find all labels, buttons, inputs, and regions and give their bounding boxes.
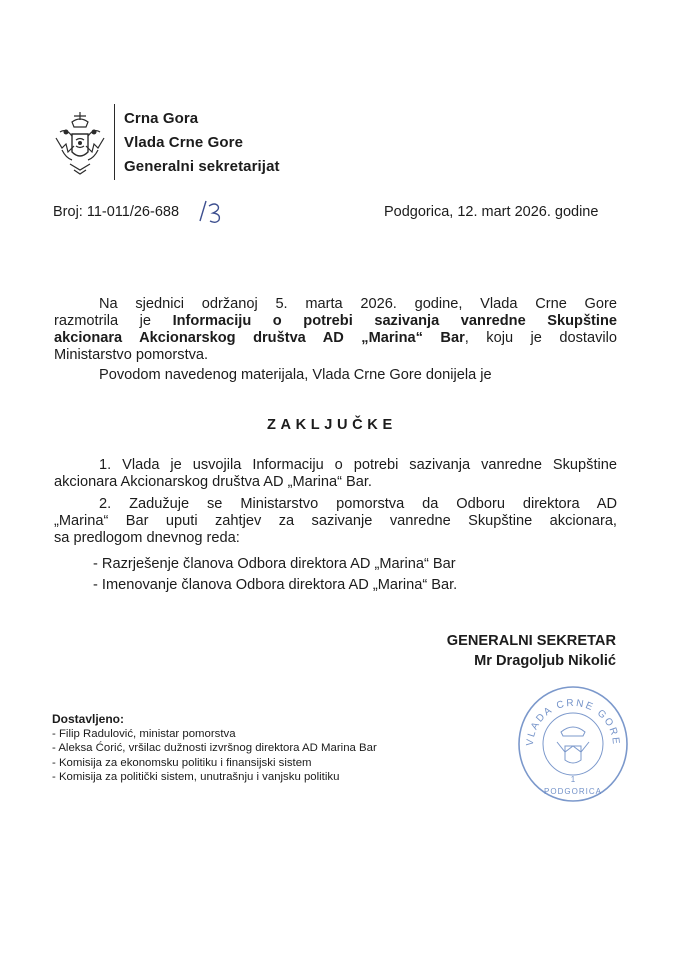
distribution-heading: Dostavljeno: — [52, 712, 125, 726]
header-government: Vlada Crne Gore — [124, 134, 244, 151]
distribution-item: - Aleksa Ćorić, vršilac dužnosti izvršnog direktora AD Marina Bar — [52, 742, 377, 755]
coat-of-arms-icon — [52, 110, 108, 178]
signature-name: Mr Dragoljub Nikolić — [474, 653, 616, 669]
signature-title: GENERALNI SEKRETAR — [446, 633, 616, 649]
agenda-item-1: - Razrješenje članova Odbora direktora AD „Marina“ Bar — [93, 556, 456, 572]
distribution-list — [52, 727, 377, 784]
intro-line-2-text: razmotrila je — [54, 313, 173, 329]
distribution-item: - Filip Radulović, ministar pomorstva — [52, 728, 236, 740]
stamp-city: PODGORICA — [544, 787, 602, 796]
stamp-number: 1 — [570, 775, 576, 784]
reference-number: Broj: 11-011/26-688 — [53, 204, 180, 220]
conclusion-2-line-1: 2. Zadužuje se Ministarstvo pomorstva da Odboru direktora AD — [99, 496, 617, 512]
conclusions-title: ZAKLJUČKE — [267, 417, 397, 433]
place-date: Podgorica, 12. mart 2026. godine — [384, 204, 599, 220]
handwritten-suffix — [196, 199, 224, 225]
header-country: Crna Gora — [124, 110, 199, 127]
official-stamp — [513, 684, 633, 804]
handwritten-suffix-text: /3 — [196, 199, 197, 200]
intro-line-3 — [54, 330, 617, 347]
intro-line-2-bold: Informaciju o potrebi sazivanja vanredne Skupštine — [172, 313, 618, 329]
stamp-arc-text: VLADA CRNE GORE — [524, 697, 622, 747]
agenda-item-2: - Imenovanje članova Odbora direktora AD „Marina“ Bar. — [93, 577, 458, 593]
intro-line-4: Ministarstvo pomorstva. — [54, 347, 209, 363]
conclusion-2-line-3: sa predlogom dnevnog reda: — [54, 530, 240, 546]
intro-line-3-bold: akcionara Akcionarskog društva AD „Marina“ Bar — [54, 330, 465, 346]
intro-line-3-text: , koju je dostavilo — [464, 330, 618, 346]
conclusion-1-line-1: 1. Vlada je usvojila Informaciju o potrebi sazivanja vanredne Skupštine — [99, 457, 617, 473]
conclusion-1-line-2: akcionara Akcionarskog društva AD „Marina“ Bar. — [54, 474, 372, 490]
distribution-item: - Komisija za ekonomsku politiku i finansijski sistem — [52, 756, 312, 769]
conclusion-2-line-2: „Marina“ Bar uputi zahtjev za sazivanje vanredne Skupštine akcionara, — [54, 513, 617, 529]
intro-line-2 — [54, 313, 617, 330]
intro-line-1: Na sjednici održanoj 5. marta 2026. godine, Vlada Crne Gore — [99, 296, 617, 312]
header-divider — [114, 104, 115, 180]
header-office: Generalni sekretarijat — [124, 158, 280, 175]
distribution-item: - Komisija za politički sistem, unutrašnju i vanjsku politiku — [52, 770, 340, 783]
basis-text: Povodom navedenog materijala, Vlada Crne Gore donijela je — [99, 367, 492, 383]
